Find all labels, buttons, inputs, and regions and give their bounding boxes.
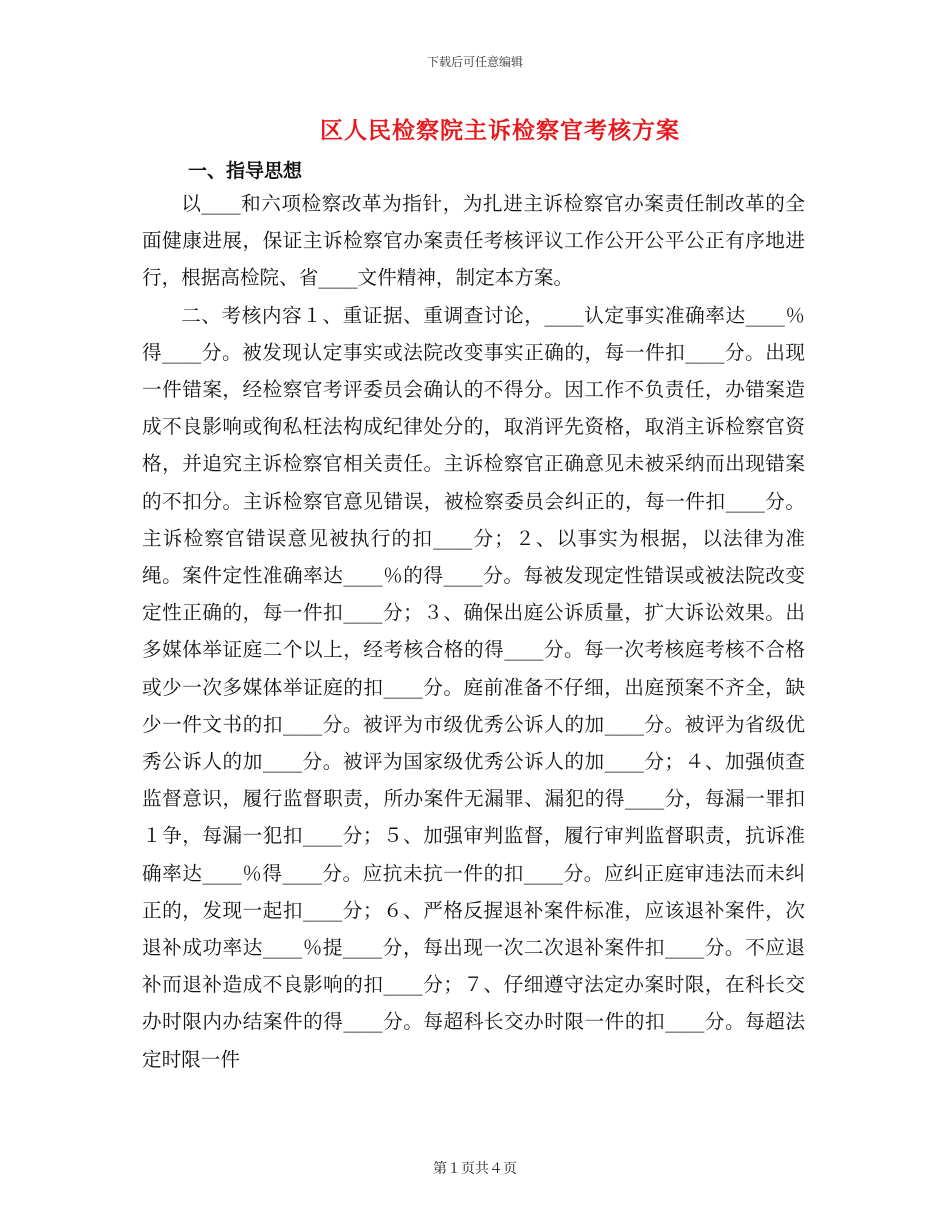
paragraph-assessment-content: 二、考核内容１、重证据、重调查讨论，____认定事实准确率达____％得____分。被发现认定事实或法院改变事实正确的，每一件扣____分。出现一件错案，经检察官考评委员会确认的不得分。因工作不负责任，办错案造成不良影响或徇私枉法构成纪律处分的，取消评先资格，取消主诉检察官资格，并追究主诉检察官相关责任。主诉检察官正确意见未被采纳而出现错案的不扣分。主诉检察官意见错误，被检察委员会纠正的，每一件扣____分。主诉检察官错误意见被执行的扣____分；２、以事实为根据，以法律为准绳。案件定性准确率达____％的得____分。每被发现定性错误或被法院改变定性正确的，每一件扣____分；３、确保出庭公诉质量，扩大诉讼效果。出多媒体举证庭二个以上，经考核合格的得____分。每一次考核庭考核不合格或少一次多媒体举证庭的扣____分。庭前准备不仔细，出庭预案不齐全，缺少一件文书的扣____分。被评为市级优秀公诉人的加____分。被评为省级优秀公诉人的加____分。被评为国家级优秀公诉人的加____分；４、加强侦查监督意识，履行监督职责，所办案件无漏罪、漏犯的得____分，每漏一罪扣１争，每漏一犯扣____分；５、加强审判监督，履行审判监督职责，抗诉准确率达____％得____分。应抗未抗一件的扣____分。应纠正庭审违法而未纠正的，发现一起扣____分；６、严格反握退补案件标准，应该退补案件，次退补成功率达____％提____分，每出现一次二次退补案件扣____分。不应退补而退补造成不良影响的扣____分；７、仔细遵守法定办案时限，在科长交办时限内办结案件的得____分。每超科长交办时限一件的扣____分。每超法定时限一件 — [142, 303, 805, 1071]
section-heading-guiding-ideology: 一、指导思想 — [188, 160, 303, 182]
document-title: 区人民检察院主诉检察官考核方案 — [320, 117, 680, 144]
page-footer: 第１页共４页 — [433, 1161, 517, 1177]
page-header: 下载后可任意编辑 — [426, 55, 523, 69]
document-body — [142, 185, 805, 1078]
paragraph-guiding-ideology: 以____和六项检察改革为指针，为扎进主诉检察官办案责任制改革的全面健康进展，保证主诉检察官办案责任考核评议工作公开公平公正有序地进行，根据高检院、省____文件精神，制定本方案。 — [142, 192, 805, 290]
